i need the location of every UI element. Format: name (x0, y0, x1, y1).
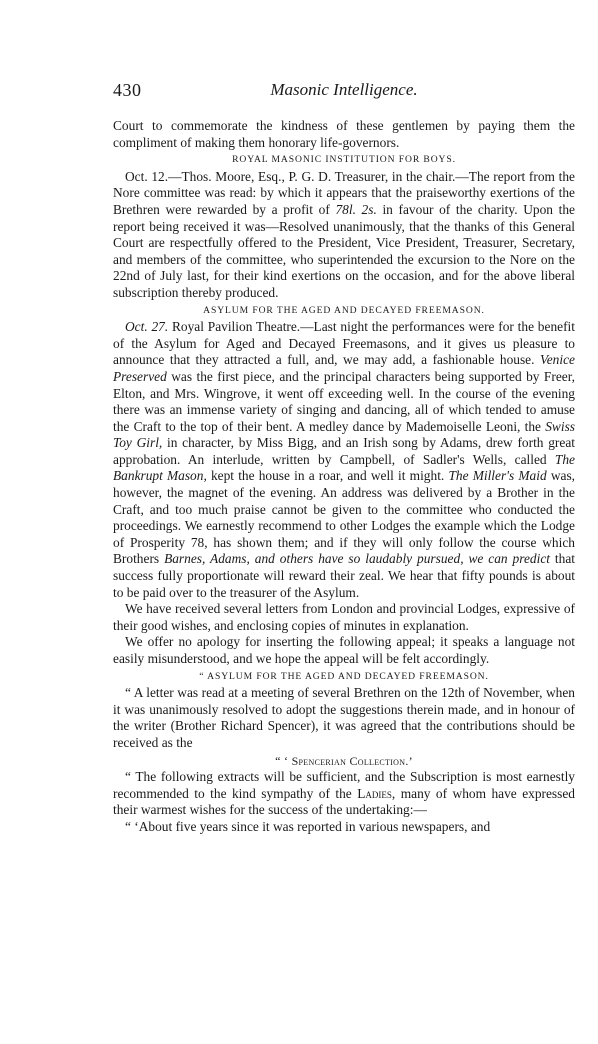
section-heading: “ ASYLUM FOR THE AGED AND DECAYED FREEMASON. (199, 670, 489, 682)
play-title: Venice Preserved (113, 352, 575, 384)
play-title: The Miller's Maid (448, 468, 547, 484)
page-number: 430 (113, 80, 142, 100)
paragraph: Oct. 27. Royal Pavilion Theatre.—Last night the performances were for the benefit of the Asylum for Aged and Decayed Freemasons, and it gives us pleasure to announce that they attracted a full, and, we may add, a fashionable house. Venice Preserved was the first piece, and the principal characters being supported by Freer, Elton, and Mrs. Wingrove, it went off exceeding well. In the course of the evening there was an immense variety of singing and dancing, all of which tended to amuse the Craft to the top of their bent. A medley dance by Mademoiselle Leoni, the Swiss Toy Girl, in character, by Miss Bigg, and an Irish song by Adams, drew forth great approbation. An interlude, written by Campbell, of Sadler's Wells, called The Bankrupt Mason, kept the house in a roar, and well it might. The Miller's Maid was, however, the magnet of the evening. An address was delivered by a Brother in the Craft, and too much praise cannot be given to the committee who conducted the proceedings. We earnestly recommend to other Lodges the example which the Lodge of Prosperity 78, has shown them; and if they will only follow the course which Brothers Barnes, Adams, and others have so laudably pursued, we can predict that success fully proportionate will reward their zeal. We hear that fifty pounds is about to be paid over to the treasurer of the Asylum. (113, 319, 576, 600)
page-header (113, 80, 575, 104)
money-amount: 78l. 2s. (335, 201, 377, 217)
performer-title: Swiss Toy Girl, (113, 418, 575, 451)
section-heading: ROYAL MASONIC INSTITUTION FOR BOYS. (232, 154, 456, 166)
paragraph: We offer no apology for inserting the following appeal; it speaks a language not easily misunderstood, and we hope the appeal will be felt accordingly. (113, 634, 575, 666)
emphasis-text: Barnes, Adams, and others have so laudably pursued, we can predict (164, 551, 550, 567)
paragraph: Court to commemorate the kindness of these gentlemen by paying them the compliment of making them honorary life-governors. (113, 118, 575, 150)
section-heading: “ ‘ Spencerian Collection.’ (275, 753, 413, 768)
paragraph: “ ‘About five years since it was reported in various newspapers, and (125, 818, 491, 834)
emphasis-text: Ladies, (357, 785, 396, 801)
running-title: Masonic Intelligence. (270, 80, 418, 99)
section-heading: ASYLUM FOR THE AGED AND DECAYED FREEMASON. (203, 304, 485, 316)
paragraph: “ A letter was read at a meeting of several Brethren on the 12th of November, when it was unanimously resolved to adopt the suggestions therein made, and in honour of the writer (Brother Richard Spencer), it was agreed that the contributions should be received as the (113, 685, 575, 750)
paragraph: We have received several letters from London and provincial Lodges, expressive of their good wishes, and enclosing copies of minutes in explanation. (113, 601, 575, 633)
play-title: The Bankrupt Mason, (113, 451, 575, 484)
article-body (113, 118, 575, 836)
paragraph: Oct. 12.—Thos. Moore, Esq., P. G. D. Treasurer, in the chair.—The report from the Nore committee was read: by which it appears that the praiseworthy exertions of the Brethren were rewarded by a profit of 78l. 2s. in favour of the charity. Upon the report being received it was—Resolved unanimously, that the thanks of this General Court are respectfully offered to the President, Vice President, Treasurer, Secretary, and members of the committee, who superintended the excursion to the Nore on the 22nd of July last, for their kind exertions on the occasion, and for the above liberal subscription thereby produced. (113, 168, 575, 300)
date-label: Oct. 27. (125, 319, 169, 335)
paragraph: “ The following extracts will be sufficient, and the Subscription is most earnestly recommended to the kind sympathy of the Ladies, many of whom have expressed their warmest wishes for the success of the undertaking:— (113, 769, 575, 818)
